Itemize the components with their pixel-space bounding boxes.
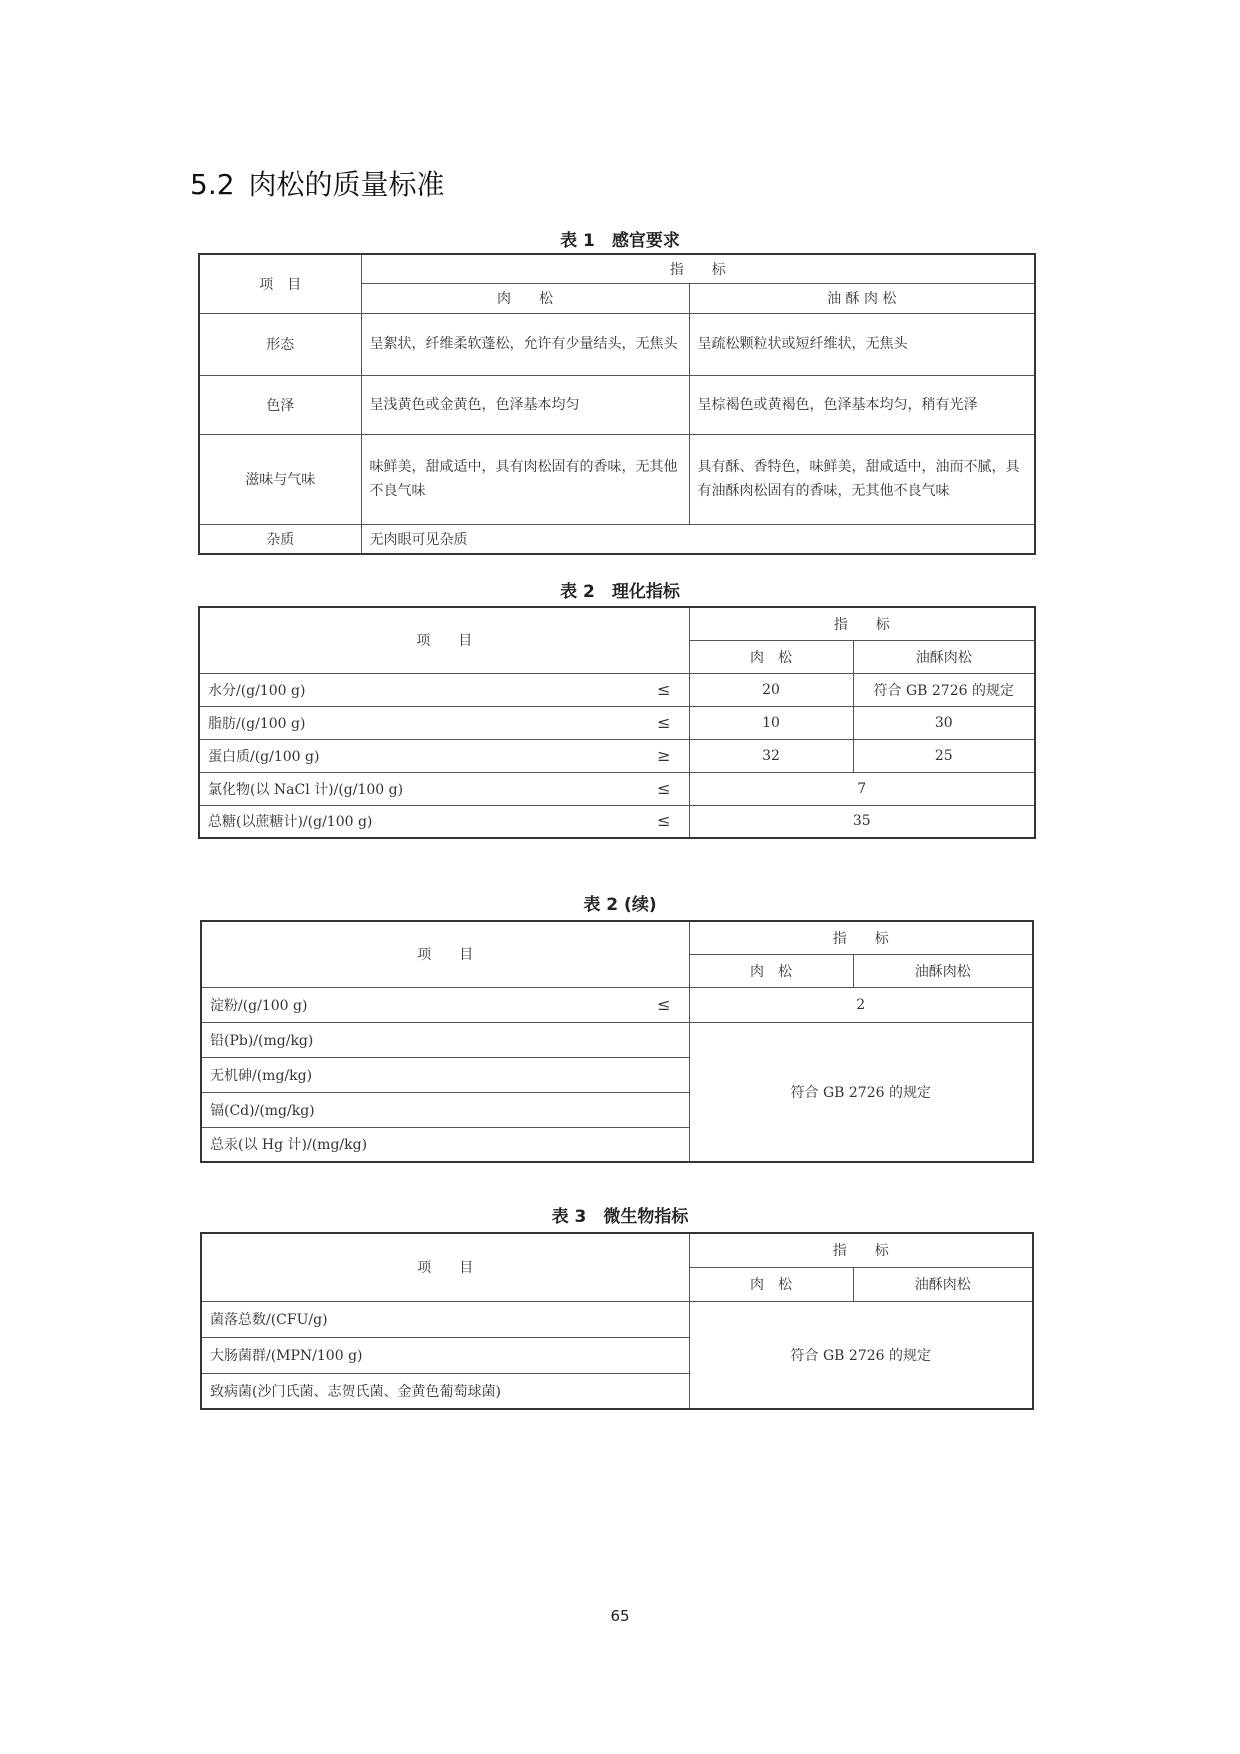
table2-caption: 表 2 理化指标: [560, 582, 680, 602]
table2-row-item: ≤ 氯化物(以 NaCl 计)/(g/100 g): [199, 772, 689, 805]
table2-row-col1: 32: [689, 739, 853, 772]
table3-header-item: 项 目: [201, 1233, 689, 1301]
comparison-symbol: ≤: [657, 712, 671, 732]
comparison-symbol: ≥: [657, 745, 671, 765]
comparison-symbol: ≤: [657, 811, 671, 831]
table3-row-item: 致病菌(沙门氏菌、志贺氏菌、金黄色葡萄球菌): [201, 1373, 689, 1409]
table2-row-item: ≤ 脂肪/(g/100 g): [199, 706, 689, 739]
table3-row-item: 大肠菌群/(MPN/100 g): [201, 1337, 689, 1373]
table3-header-col1: 肉 松: [689, 1267, 853, 1301]
table2-header-col2: 油酥肉松: [853, 640, 1035, 673]
table1-row-item: 形态: [199, 313, 361, 375]
table1-row-col1: 呈浅黄色或金黄色，色泽基本均匀: [361, 375, 689, 434]
table1-header-indicator: 指 标: [361, 254, 1035, 283]
comparison-symbol: ≤: [657, 778, 671, 798]
table1-row-item: 滋味与气味: [199, 434, 361, 524]
table2c-physicochemical-continued: [200, 920, 1034, 1163]
table1-row-col1: 味鲜美，甜咸适中，具有肉松固有的香味，无其他不良气味: [361, 434, 689, 524]
table2c-row-item: 无机砷/(mg/kg): [201, 1057, 689, 1092]
table2-row-col2: 符合 GB 2726 的规定: [853, 673, 1035, 706]
table1-header-item: 项 目: [199, 254, 361, 313]
page-number: 65: [610, 1607, 630, 1625]
table2c-header-indicator: 指 标: [689, 921, 1033, 954]
table2c-row-merged: 2: [689, 987, 1033, 1022]
table2c-group-value: 符合 GB 2726 的规定: [689, 1022, 1033, 1162]
table2-row-merged: 7: [689, 772, 1035, 805]
table2-row-item: ≤ 水分/(g/100 g): [199, 673, 689, 706]
table2-header-col1: 肉 松: [689, 640, 853, 673]
table2c-row-item: 镉(Cd)/(mg/kg): [201, 1092, 689, 1127]
comparison-symbol: ≤: [657, 679, 671, 699]
table2-row-col2: 30: [853, 706, 1035, 739]
table2c-header-col2: 油酥肉松: [853, 954, 1033, 987]
table1-row-item: 色泽: [199, 375, 361, 434]
table2-row-item: ≥ 蛋白质/(g/100 g): [199, 739, 689, 772]
table3-header-indicator: 指 标: [689, 1233, 1033, 1267]
table2-physicochemical: [198, 606, 1036, 839]
comparison-symbol: ≤: [657, 994, 671, 1014]
table1-caption: 表 1 感官要求: [560, 231, 680, 251]
table2-row-col2: 25: [853, 739, 1035, 772]
table2-row-item: ≤ 总糖(以蔗糖计)/(g/100 g): [199, 805, 689, 838]
table1-row-col1: 呈絮状，纤维柔软蓬松，允许有少量结头，无焦头: [361, 313, 689, 375]
table1-row-item: 杂质: [199, 524, 361, 554]
section-number: 5.2: [190, 168, 235, 201]
table3-caption: 表 3 微生物指标: [551, 1207, 689, 1227]
table2c-row-item: 总汞(以 Hg 计)/(mg/kg): [201, 1127, 689, 1162]
table2-row-merged: 35: [689, 805, 1035, 838]
table2c-caption: 表 2 (续): [583, 895, 657, 915]
table3-row-item: 菌落总数/(CFU/g): [201, 1301, 689, 1337]
table1-row-col2: 呈棕褐色或黄褐色，色泽基本均匀，稍有光泽: [689, 375, 1035, 434]
section-title-text: 肉松的质量标准: [248, 168, 445, 201]
table3-header-col2: 油酥肉松: [853, 1267, 1033, 1301]
table1-row-col2: 呈疏松颗粒状或短纤维状，无焦头: [689, 313, 1035, 375]
table2c-row-item: 铅(Pb)/(mg/kg): [201, 1022, 689, 1057]
table2-row-col1: 10: [689, 706, 853, 739]
table1-row-col2: 具有酥、香特色，味鲜美，甜咸适中，油而不腻，具有油酥肉松固有的香味，无其他不良气味: [689, 434, 1035, 524]
table1-header-col1: 肉 松: [361, 283, 689, 313]
section-title: [190, 163, 445, 203]
table2-row-col1: 20: [689, 673, 853, 706]
table2c-row-item: ≤ 淀粉/(g/100 g): [201, 987, 689, 1022]
table1-header-col2: 油 酥 肉 松: [689, 283, 1035, 313]
table2c-header-item: 项 目: [201, 921, 689, 987]
table2-header-item: 项 目: [199, 607, 689, 673]
table3-microbiological: [200, 1232, 1034, 1410]
table2c-header-col1: 肉 松: [689, 954, 853, 987]
table2-header-indicator: 指 标: [689, 607, 1035, 640]
table3-group-value: 符合 GB 2726 的规定: [689, 1301, 1033, 1409]
table1-row-merged: 无肉眼可见杂质: [361, 524, 1035, 554]
table1-sensory: [198, 253, 1036, 555]
